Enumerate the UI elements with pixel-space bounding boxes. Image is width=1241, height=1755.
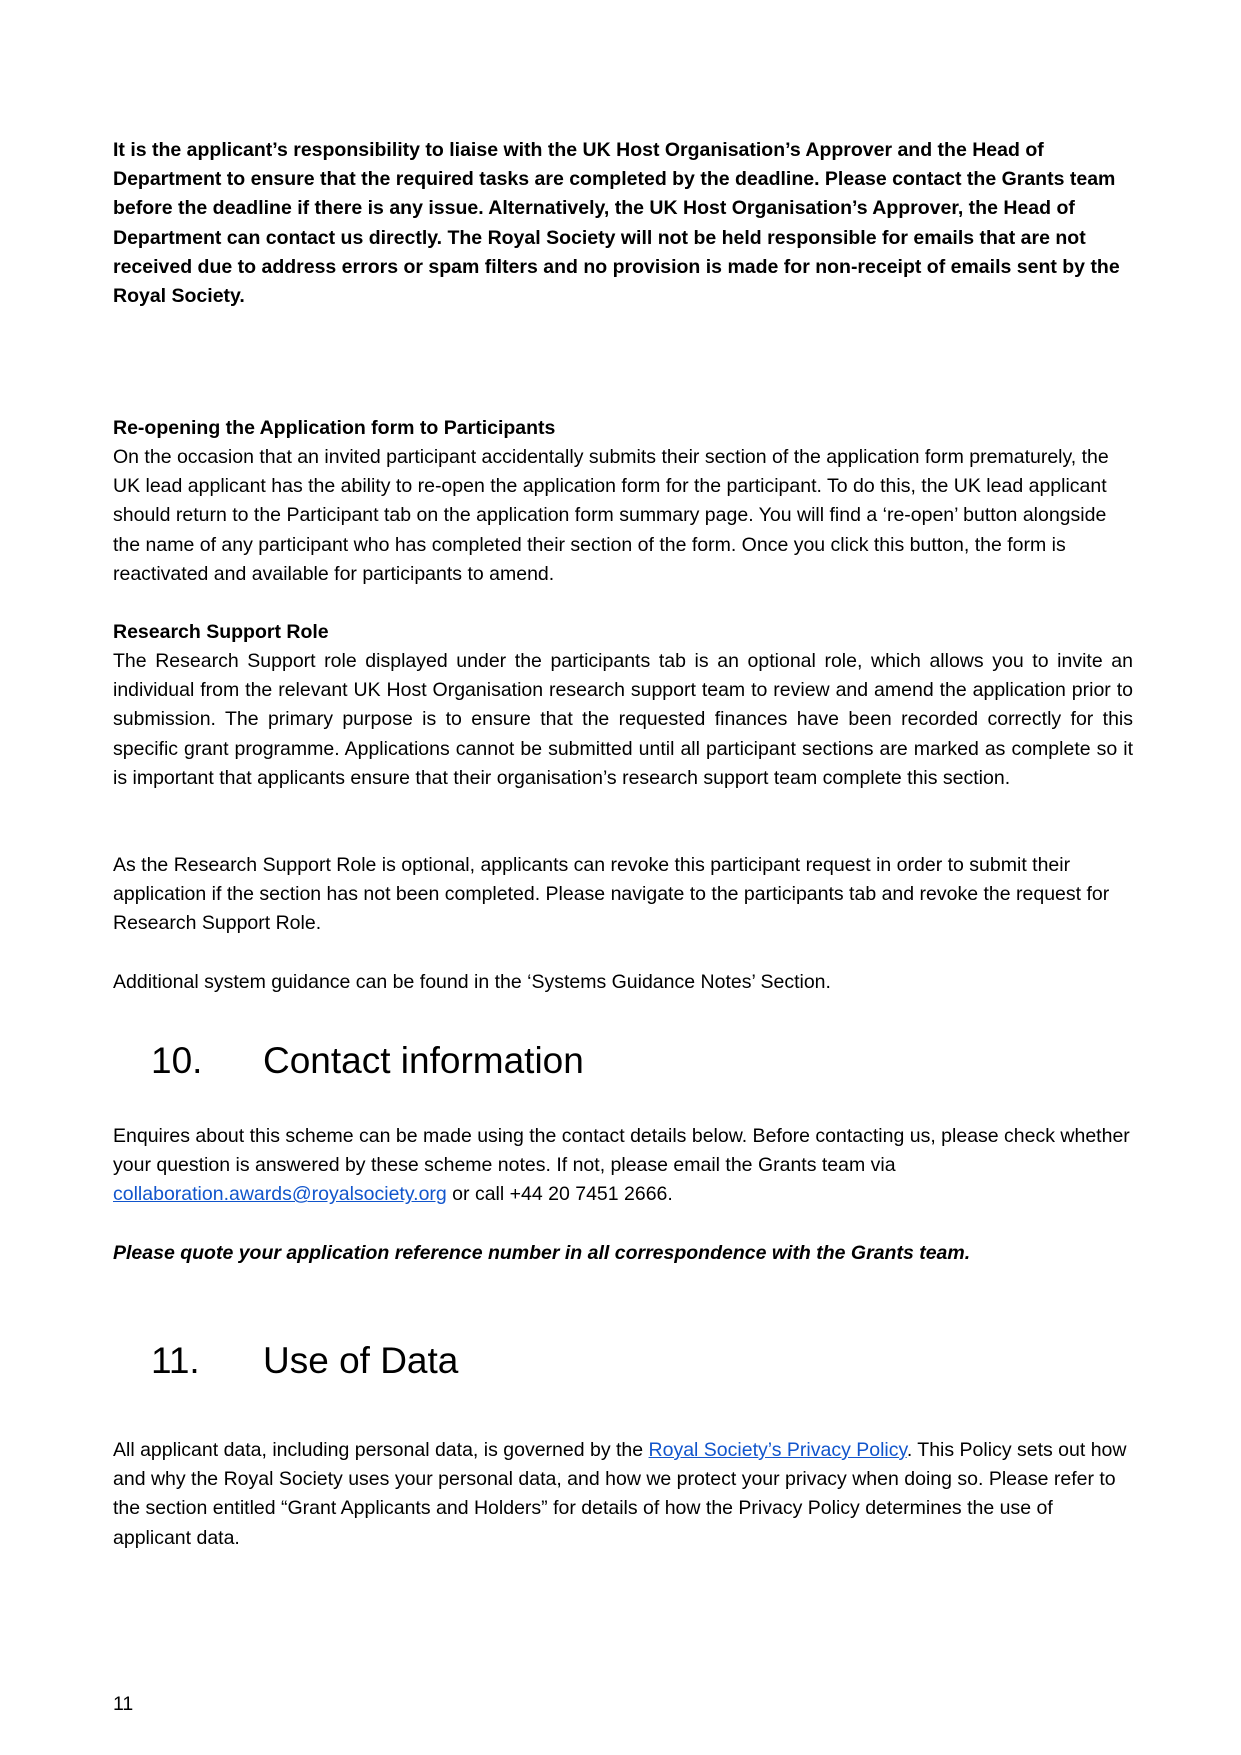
reopening-heading: Re-opening the Application form to Participants (113, 417, 556, 439)
use-of-data-body-text-continued: . This Policy sets out how and why the Royal Society uses your personal data, and how we protect your privacy when doing so. Please refer to the section entitled “Grant Applicants and Holders” for details of how the Privacy Policy determines the use of applicant data. (113, 1439, 1127, 1549)
contact-phone-text: or call +44 20 7451 2666. (446, 1183, 673, 1206)
research-support-body: The Research Support role displayed under the participants tab is an optional role, which allows you to invite an individual from the relevant UK Host Organisation research support team to review and amend the application prior to submission. The primary purpose is to ensure that the requested finances have been recorded correctly for this specific grant programme. Applications cannot be submitted until all participant sections are marked as complete so it is important that applicants ensure that their organisation’s research support team complete this section. (113, 650, 1133, 789)
use-of-data-section-heading (151, 1339, 458, 1383)
section-number: 11. (151, 1340, 200, 1381)
research-support-revoke-body: As the Research Support Role is optional, applicants can revoke this participant request in order to submit their application if the section has not been completed. Please navigate to the participants tab and revoke the request for Research Support Role. (113, 854, 1110, 935)
page-number: 11 (113, 1693, 134, 1715)
contact-body-text: Enquires about this scheme can be made using the contact details below. Before contacting us, please check whether your question is answered by these scheme notes. If not, please email the Grants team via (113, 1125, 1130, 1177)
section-title: Contact information (263, 1040, 584, 1081)
intro-notice: It is the applicant’s responsibility to liaise with the UK Host Organisation’s Approver and the Head of Department to ensure that the required tasks are completed by the deadline. Please contact the Grants team before the deadline if there is any issue. Alternatively, the UK Host Organisation’s Approver, the Head of Department can contact us directly. The Royal Society will not be held responsible for emails that are not received due to address errors or spam filters and no provision is made for non-receipt of emails sent by the Royal Society. (113, 139, 1120, 308)
system-guidance-note: Additional system guidance can be found in the ‘Systems Guidance Notes’ Section. (113, 971, 831, 993)
section-number: 10. (151, 1040, 203, 1081)
contact-body (113, 1122, 1133, 1210)
reference-number-note: Please quote your application reference number in all correspondence with the Grants team. (113, 1242, 971, 1264)
contact-section-heading (151, 1039, 584, 1083)
email-link[interactable]: collaboration.awards@royalsociety.org (113, 1183, 447, 1206)
use-of-data-body-text: All applicant data, including personal data, is governed by the (113, 1439, 649, 1461)
reopening-body: On the occasion that an invited participant accidentally submits their section of the application form prematurely, the UK lead applicant has the ability to re-open the application form for the participant. To do this, the UK lead applicant should return to the Participant tab on the application form summary page. You will find a ‘re-open’ button alongside the name of any participant who has completed their section of the form. Once you click this button, the form is reactivated and available for participants to amend. (113, 446, 1109, 585)
privacy-policy-link[interactable]: Royal Society’s Privacy Policy (648, 1439, 907, 1461)
section-title: Use of Data (263, 1340, 459, 1381)
research-support-heading: Research Support Role (113, 621, 329, 643)
use-of-data-body (113, 1436, 1133, 1553)
